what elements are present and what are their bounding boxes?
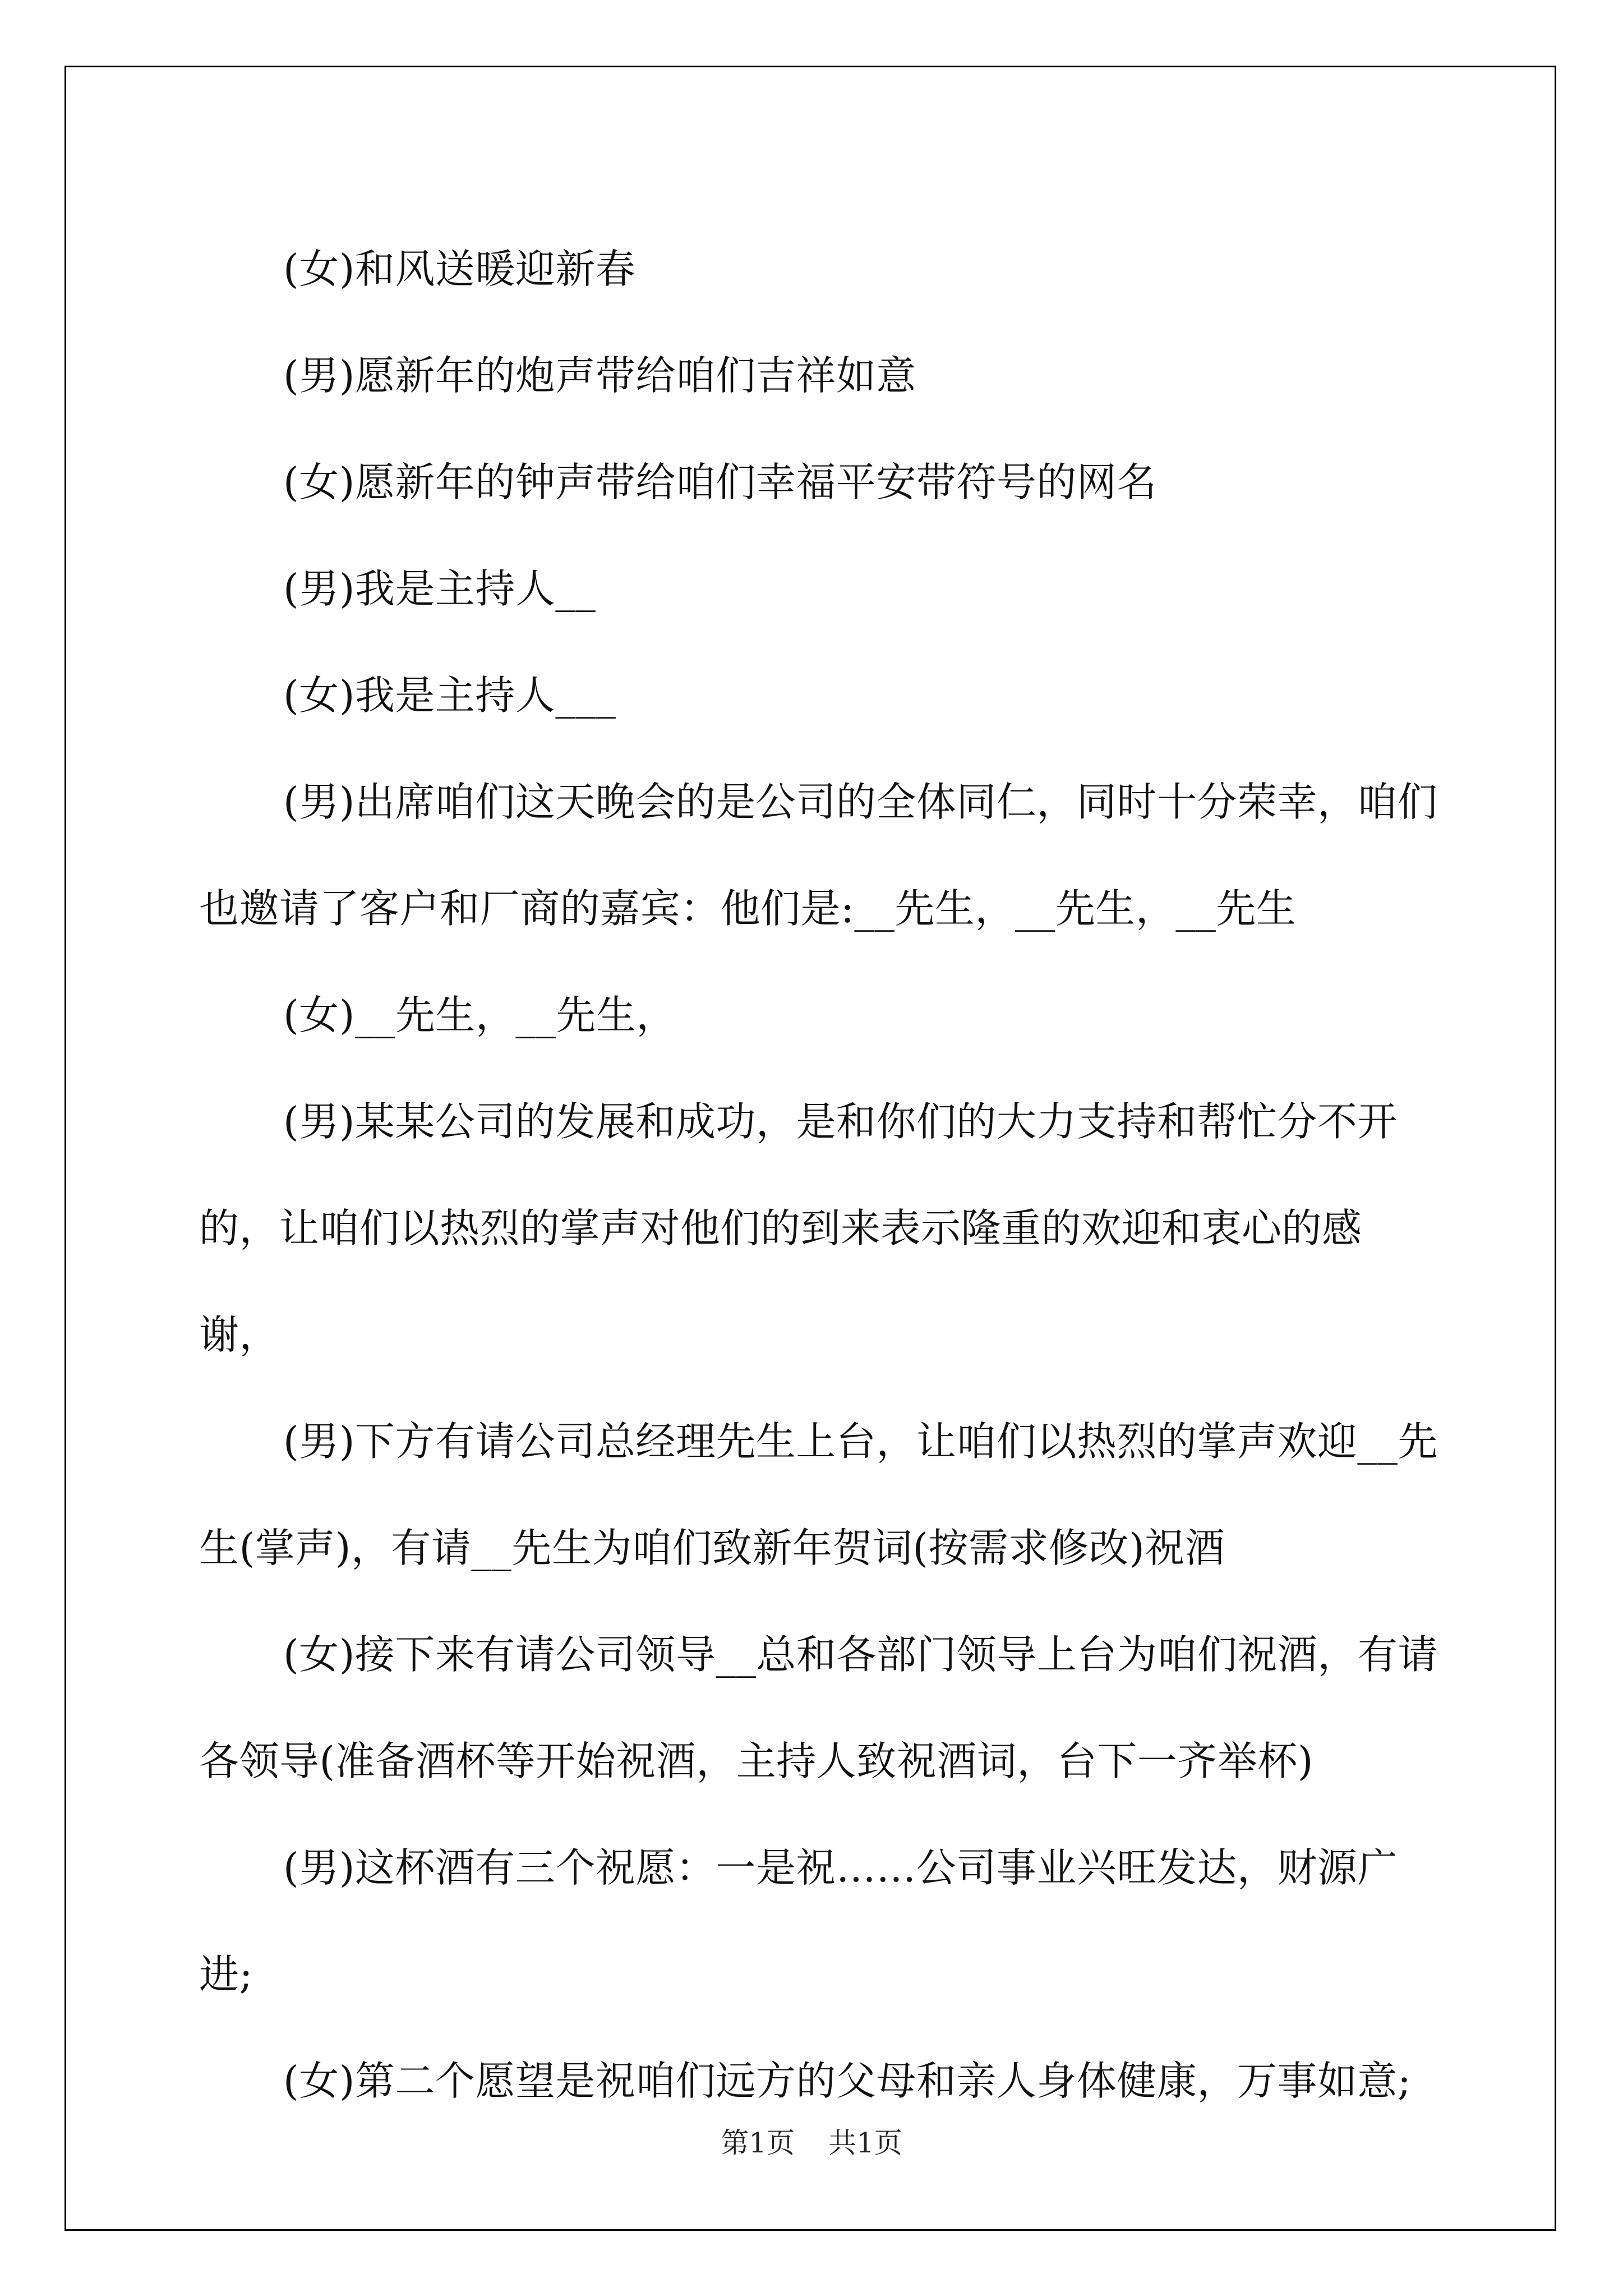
- paragraph: (男)出席咱们这天晚会的是公司的全体同仁，同时十分荣幸，咱们也邀请了客户和厂商的嘉宾：他们是:__先生，__先生，__先生: [199, 779, 1438, 932]
- paragraph: (女)__先生，__先生，: [283, 992, 676, 1038]
- paragraph: (男)下方有请公司总经理先生上台，让咱们以热烈的掌声欢迎__先生(掌声)，有请__先生为咱们致新年贺词(按需求修改)祝酒: [199, 1418, 1438, 1571]
- paragraph: (女)第二个愿望是祝咱们远方的父母和亲人身体健康，万事如意;: [283, 2058, 1412, 2104]
- paragraph: (男)愿新年的炮声带给咱们吉祥如意: [283, 352, 916, 399]
- paragraph: (女)接下来有请公司领导__总和各部门领导上台为咱们祝酒，有请各领导(准备酒杯等开始祝酒，主持人致祝酒词，台下一齐举杯): [199, 1631, 1438, 1784]
- page-footer: [0, 2120, 1623, 2161]
- paragraph: (女)我是主持人___: [283, 672, 616, 719]
- document-body: [199, 216, 1438, 2134]
- paragraph: (男)某某公司的发展和成功，是和你们的大力支持和帮忙分不开的，让咱们以热烈的掌声对他们的到来表示隆重的欢迎和衷心的感谢，: [199, 1098, 1398, 1358]
- paragraph: (女)愿新年的钟声带给咱们幸福平安带符号的网名: [283, 459, 1157, 505]
- paragraph: (男)这杯酒有三个祝愿：一是祝……公司事业兴旺发达，财源广进;: [199, 1844, 1398, 1998]
- page-number: 第1页: [721, 2127, 795, 2159]
- paragraph: (女)和风送暖迎新春: [283, 246, 636, 292]
- paragraph: (男)我是主持人__: [283, 565, 596, 612]
- page-total: 共1页: [828, 2127, 902, 2159]
